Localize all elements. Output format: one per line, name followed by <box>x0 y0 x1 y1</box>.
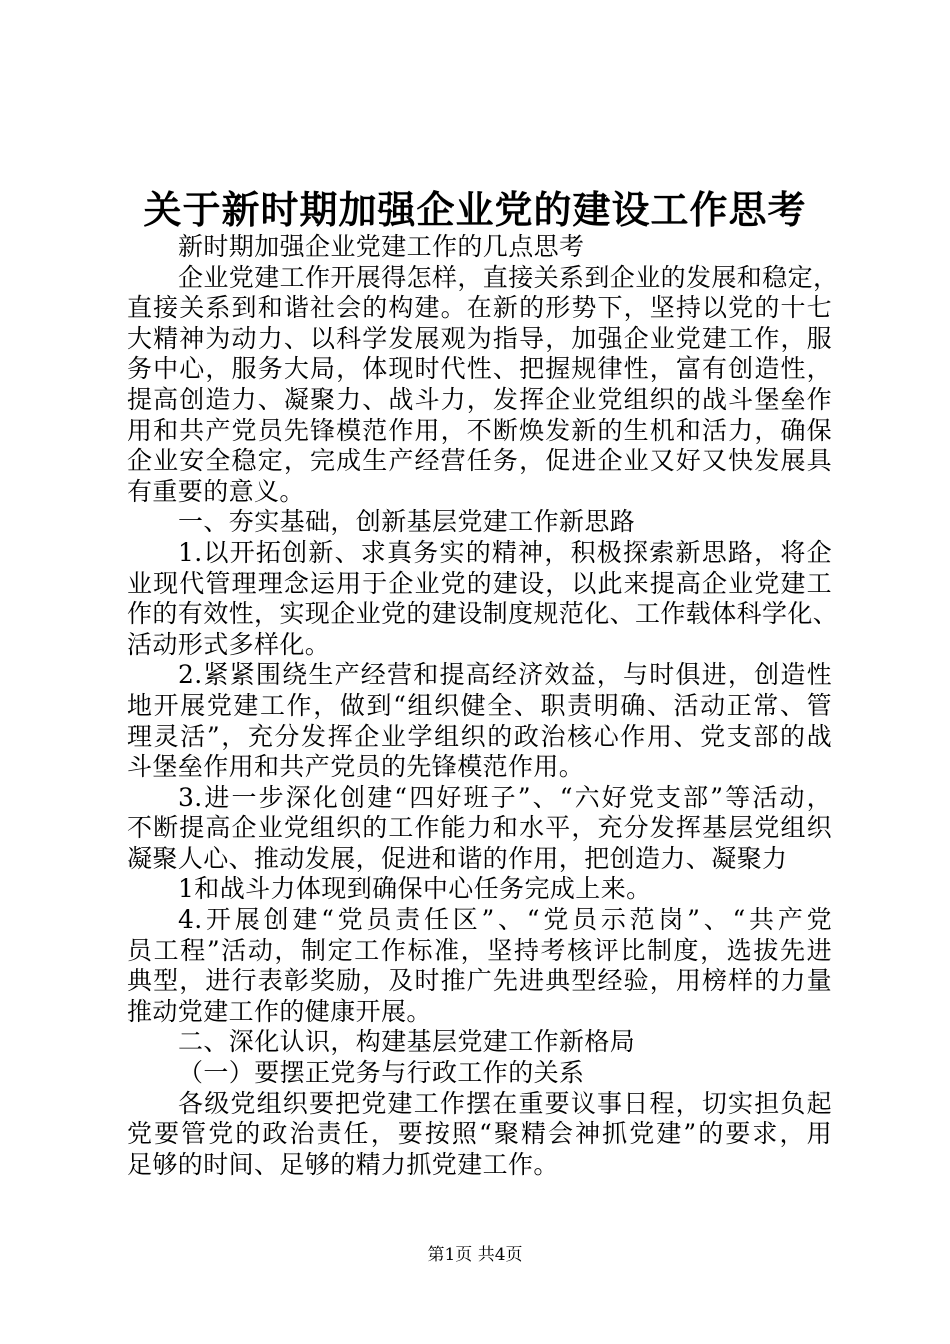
paragraph-line: 3.进一步深化创建“四好班子”、“六好党支部”等活动， <box>178 782 832 812</box>
paragraph-line: 直接关系到和谐社会的构建。在新的形势下，坚持以党的十七 <box>127 293 832 323</box>
subsection-heading: （一）要摆正党务与行政工作的关系 <box>178 1058 585 1088</box>
paragraph-line: 作的有效性，实现企业党的建设制度规范化、工作载体科学化、 <box>127 599 839 629</box>
paragraph-line: 务中心，服务大局，体现时代性、把握规律性，富有创造性， <box>127 354 832 384</box>
document-title: 关于新时期加强企业党的建设工作思考 <box>143 187 807 232</box>
subtitle-line: 新时期加强企业党建工作的几点思考 <box>178 232 585 261</box>
document-body <box>127 232 839 1180</box>
paragraph-line: 典型，进行表彰奖励，及时推广先进典型经验，用榜样的力量 <box>127 966 832 996</box>
page-footer: 第1页 共4页 <box>427 1245 523 1265</box>
paragraph-line: 不断提高企业党组织的工作能力和水平，充分发挥基层党组织 <box>127 813 832 843</box>
paragraph-line: 员工程”活动，制定工作标准，坚持考核评比制度，选拔先进 <box>127 935 832 965</box>
paragraph-line: 地开展党建工作，做到“组织健全、职责明确、活动正常、管 <box>127 690 832 720</box>
paragraph-line: 有重要的意义。 <box>127 476 305 506</box>
paragraph-line: 斗堡垒作用和共产党员的先锋模范作用。 <box>127 752 585 782</box>
paragraph-line: 党要管党的政治责任，要按照“聚精会神抓党建”的要求，用 <box>127 1119 832 1149</box>
paragraph-line: 推动党建工作的健康开展。 <box>127 996 432 1026</box>
paragraph-line: 活动形式多样化。 <box>127 629 331 659</box>
paragraph-line: 1和战斗力体现到确保中心任务完成上来。 <box>178 874 652 904</box>
paragraph-line: 1.以开拓创新、求真务实的精神，积极探索新思路，将企 <box>178 537 832 567</box>
paragraph-line: 凝聚人心、推动发展，促进和谐的作用，把创造力、凝聚力 <box>127 843 788 873</box>
paragraph-line: 各级党组织要把党建工作摆在重要议事日程，切实担负起 <box>178 1088 832 1118</box>
section-heading: 二、深化认识，构建基层党建工作新格局 <box>178 1027 636 1057</box>
paragraph-line: 大精神为动力、以科学发展观为指导，加强企业党建工作，服 <box>127 323 832 353</box>
paragraph-line: 足够的时间、足够的精力抓党建工作。 <box>127 1149 559 1179</box>
paragraph-line: 用和共产党员先锋模范作用，不断焕发新的生机和活力，确保 <box>127 415 832 445</box>
paragraph-line: 4.开展创建“党员责任区”、“党员示范岗”、“共产党 <box>178 905 832 935</box>
paragraph-line: 提高创造力、凝聚力、战斗力，发挥企业党组织的战斗堡垒作 <box>127 384 832 414</box>
section-heading: 一、夯实基础，创新基层党建工作新思路 <box>178 507 636 537</box>
paragraph-line: 业现代管理理念运用于企业党的建设，以此来提高企业党建工 <box>127 568 832 598</box>
paragraph-line: 企业安全稳定，完成生产经营任务，促进企业又好又快发展具 <box>127 446 832 476</box>
paragraph-line: 2.紧紧围绕生产经营和提高经济效益，与时俱进，创造性 <box>178 660 832 690</box>
paragraph-line: 理灵活”，充分发挥企业学组织的政治核心作用、党支部的战 <box>127 721 832 751</box>
paragraph-line: 企业党建工作开展得怎样，直接关系到企业的发展和稳定， <box>178 262 839 292</box>
